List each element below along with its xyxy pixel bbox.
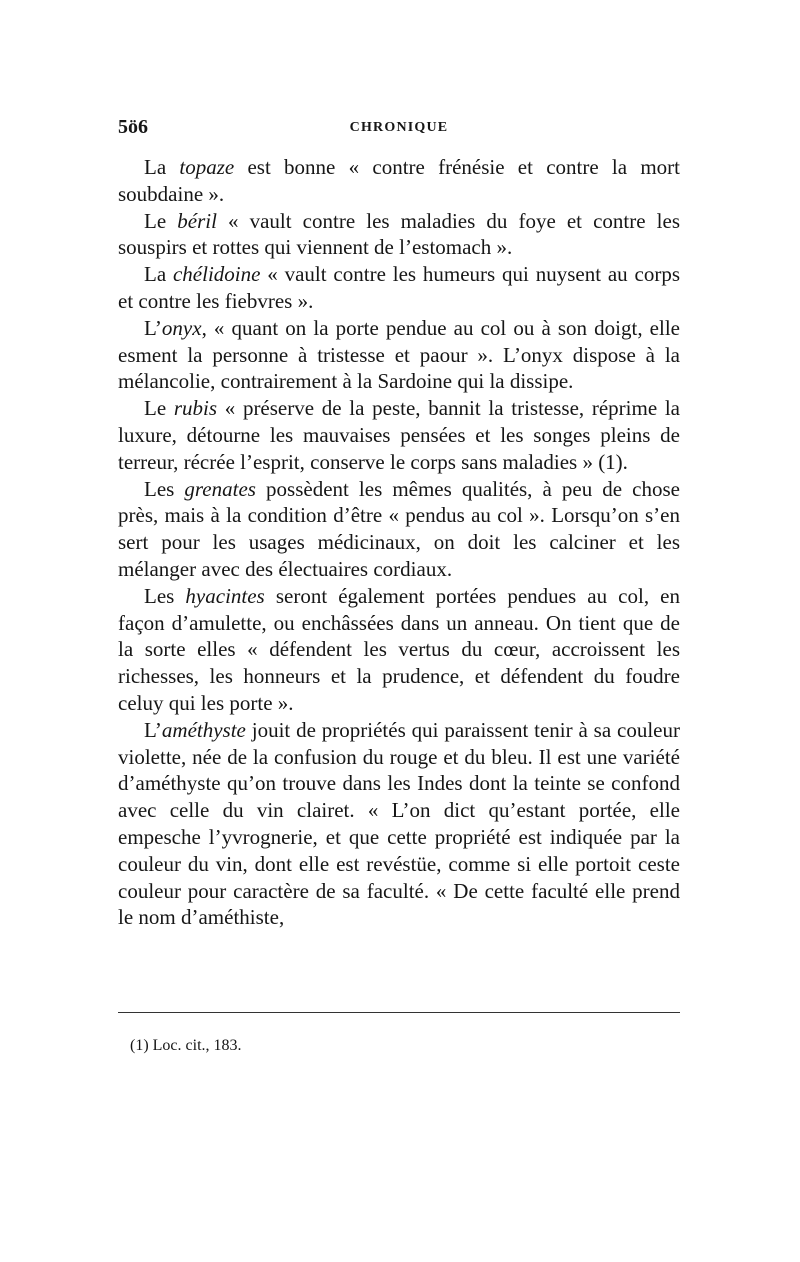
paragraph-text: « vault contre les maladies du foye et contre les souspirs et rottes qui viennent de l’estomach ». <box>118 208 680 260</box>
paragraph-amethyste <box>118 717 680 931</box>
paragraph-onyx <box>118 315 680 395</box>
page-number: 5ö6 <box>118 116 148 138</box>
paragraph-text: seront également portées pendues au col, en façon d’amulette, ou enchâssées dans un anneau. On tient que de la sorte elles « défendent les vertus du cœur, accroissent les richesses, les honneurs et la prudence, et défendent du foudre celuy qui les porte ». <box>118 583 680 715</box>
paragraph-lead: La <box>144 155 180 179</box>
gem-term: béril <box>177 208 217 233</box>
body-text <box>118 154 680 931</box>
paragraph-hyacintes <box>118 583 680 717</box>
footnote-divider <box>118 1012 680 1013</box>
paragraph-text: , « quant on la porte pendue au col ou à son doigt, elle esment la personne à tristesse et paour ». L’onyx dispose à la mélancolie, contrairement à la Sardoine qui la dissipe. <box>118 315 680 394</box>
gem-term: chélidoine <box>172 262 261 287</box>
paragraph-text: jouit de propriétés qui paraissent tenir à sa couleur violette, née de la confusion du rouge et du bleu. Il est une variété d’améthyste qu’on trouve dans les Indes dont la teinte se confond avec celle du vin clairet. « L’on dict qu’estant portée, elle empesche l’yvrognerie, et que cette propriété est indiquée par la couleur du vin, dont elle est revéstüe, comme si elle portoit ceste couleur pour caractère de sa faculté. « De cette faculté elle prend le nom d’améthiste, <box>118 717 680 930</box>
page-header <box>118 116 680 142</box>
paragraph-topaze <box>118 154 680 208</box>
paragraph-lead: Le <box>144 396 174 421</box>
gem-term: rubis <box>173 396 218 421</box>
gem-term: hyacintes <box>185 583 265 608</box>
running-head: CHRONIQUE <box>349 120 449 135</box>
gem-term: grenates <box>184 476 256 501</box>
paragraph-lead: Les <box>144 476 185 501</box>
paragraph-text: possèdent les mêmes qualités, à peu de chose près, mais à la condition d’être « pendus au col ». Lorsqu’on s’en sert pour les usages médicinaux, on doit les calciner et les mélanger avec des électuaires cordiaux. <box>118 476 680 581</box>
paragraph-rubis <box>118 395 680 475</box>
gem-term: onyx <box>161 315 202 340</box>
footnote: (1) Loc. cit., 183. <box>130 1037 242 1054</box>
paragraph-lead: Les <box>144 583 186 608</box>
paragraph-lead: L’ <box>144 315 162 340</box>
paragraph-chelidoine <box>118 261 680 315</box>
paragraph-beril <box>118 208 680 262</box>
gem-term: topaze <box>179 155 235 179</box>
paragraph-text: « vault contre les humeurs qui nuysent au corps et contre les fiebvres ». <box>118 262 680 313</box>
paragraph-text: est bonne « contre frénésie et contre la mort soubdaine ». <box>118 155 680 206</box>
paragraph-lead: La <box>144 262 173 287</box>
gem-term: améthyste <box>161 717 246 742</box>
paragraph-lead: Le <box>144 208 178 233</box>
paragraph-grenates <box>118 476 680 583</box>
paragraph-text: « préserve de la peste, bannit la tristesse, réprime la luxure, détourne les mauvaises pensées et les songes pleins de terreur, récrée l’esprit, conserve le corps sans maladies » (1). <box>118 396 681 474</box>
paragraph-lead: L’ <box>144 717 162 742</box>
